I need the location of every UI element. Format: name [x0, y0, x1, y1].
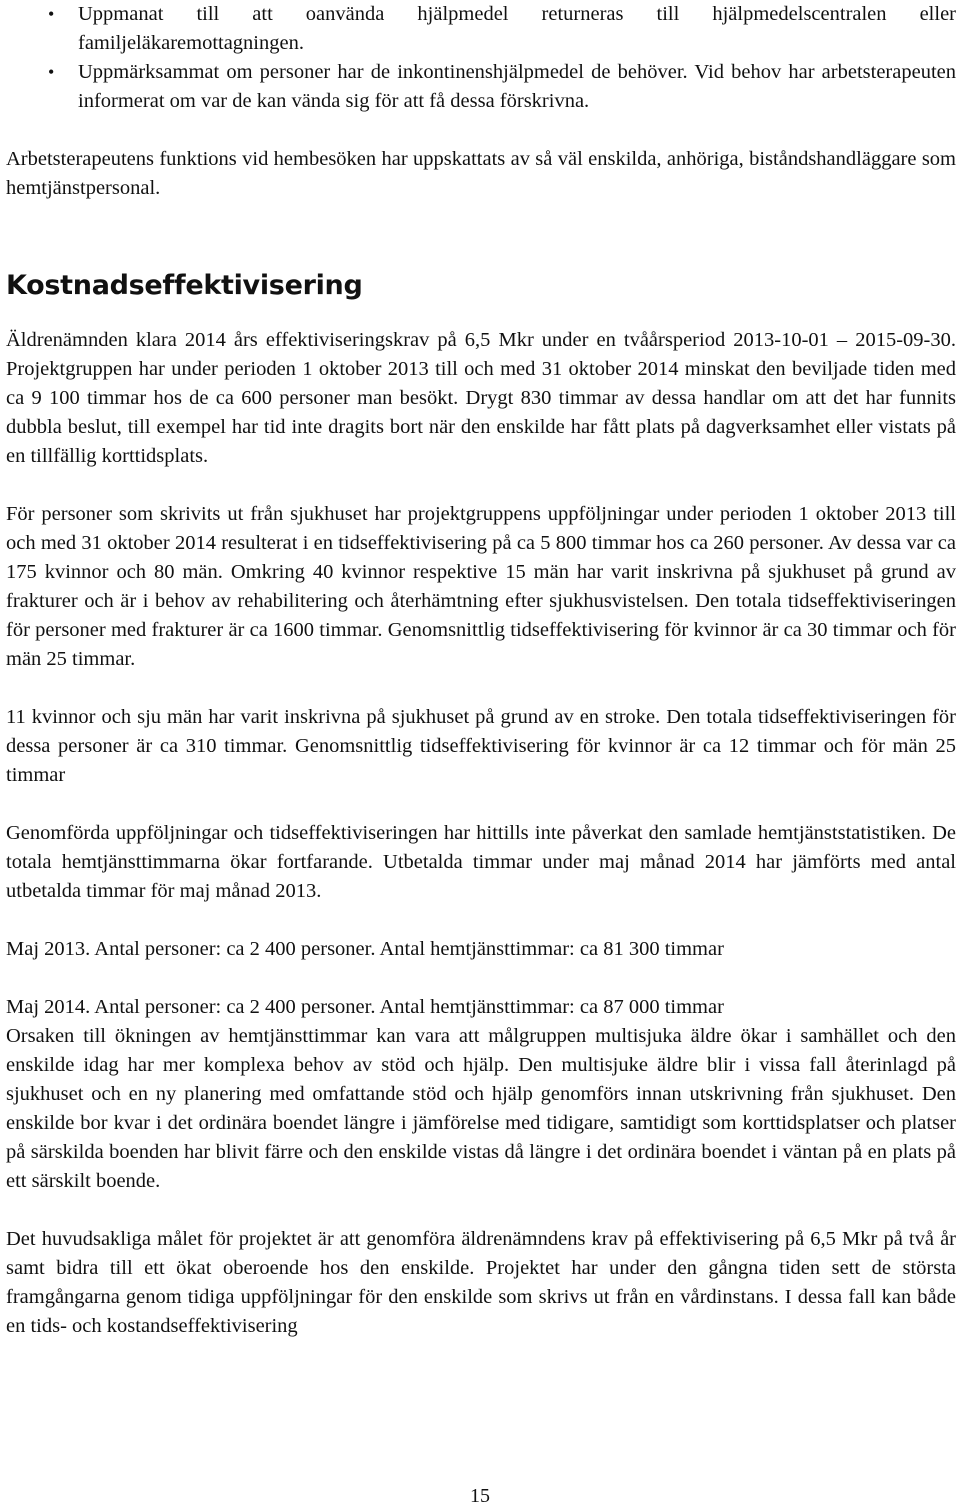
paragraph-orsaken: Orsaken till ökningen av hemtjänsttimmar kan vara att målgruppen multisjuka äldre ökar i samhället och den enskilde idag har mer komplexa behov av stöd och hjälp. Den multisjuke äldre blir i vissa fall återinlagd på sjukhuset och en ny planering med omfattande stöd och hjälp genomförs innan utskrivning från sjukhuset. Den enskilde bor kvar i det ordinära boendet längre i jämförelse med tidigare, samtidigt som korttidsplatser och platser på särskilda boenden har blivit färre och den enskilde vistas då längre i det ordinära boendet i väntan på en plats på ett särskilt boende.: [6, 1025, 956, 1192]
paragraph-statistik: Genomförda uppföljningar och tidseffektiviseringen har hittills inte påverkat den samlade hemtjänststatistiken. De totala hemtjänsttimmarna ökar fortfarande. Utbetalda timmar under maj månad 2014 har jämförts med antal utbetalda timmar för maj månad 2013.: [6, 822, 956, 902]
document-page: [6, 0, 956, 1341]
paragraph-sjukhus: För personer som skrivits ut från sjukhuset har projektgruppens uppföljningar under perioden 1 oktober 2013 till och med 31 oktober 2014 resulterat i en tidseffektivisering på ca 5 800 timmar hos ca 260 personer. Av dessa var ca 175 kvinnor och 80 män. Omkring 40 kvinnor respektive 15 män har varit inskrivna på sjukhuset på grund av frakturer och är i behov av rehabilitering och återhämtning efter sjukhusvistelsen. Den totala tidseffektiviseringen för personer med frakturer är ca 1600 timmar. Genomsnittlig tidseffektivisering för kvinnor är ca 30 timmar och för män 25 timmar.: [6, 503, 956, 670]
paragraph-maj-2013: Maj 2013. Antal personer: ca 2 400 personer. Antal hemtjänsttimmar: ca 81 300 timmar: [6, 938, 724, 960]
bullet-item: • Uppmärksammat om personer har de inkontinenshjälpmedel de behöver. Vid behov har arbetsterapeuten informerat om var de kan vända sig för att få dessa förskrivna.: [6, 58, 956, 116]
bullet-item: • Uppmanat till att oanvända hjälpmedel returneras till hjälpmedelscentralen eller familjeläkaremottagningen.: [6, 0, 956, 58]
paragraph-effektivisering: Äldrenämnden klara 2014 års effektiviseringskrav på 6,5 Mkr under en tvåårsperiod 2013-10-01 – 2015-09-30. Projektgruppen har under perioden 1 oktober 2013 till och med 31 oktober 2014 minskat den beviljade tiden med ca 9 100 timmar hos de ca 600 personer man besökt. Drygt 830 timmar av dessa handlar om att det har funnits dubbla beslut, till exempel har tid inte dragits bort när den enskilde har fått plats på dagverksamhet eller vistats på en tillfällig korttidsplats.: [6, 329, 956, 467]
paragraph-stroke: 11 kvinnor och sju män har varit inskrivna på sjukhuset på grund av en stroke. Den totala tidseffektiviseringen för dessa personer är ca 310 timmar. Genomsnittlig tidseffektivisering för kvinnor är ca 12 timmar och för män 25 timmar: [6, 706, 956, 786]
paragraph-malet: Det huvudsakliga målet för projektet är att genomföra äldrenämndens krav på effektivisering på 6,5 Mkr på två år samt bidra till ett ökat oberoende hos den enskilde. Projektet har under den gångna tiden sett de största framgångarna genom tidiga uppföljningar för den enskilde som skrivs ut från en vårdinstans. I dessa fall kan både en tids- och kostandseffektivisering: [6, 1228, 956, 1337]
page-number: 15: [470, 1485, 490, 1507]
bullet-list: [6, 0, 956, 116]
section-heading: Kostnadseffektivisering: [6, 270, 363, 301]
paragraph-maj-2014: Maj 2014. Antal personer: ca 2 400 personer. Antal hemtjänsttimmar: ca 87 000 timmar: [6, 996, 724, 1018]
paragraph-arbetsterapeut: Arbetsterapeutens funktions vid hembesöken har uppskattats av så väl enskilda, anhöriga, biståndshandläggare som hemtjänstpersonal.: [6, 148, 956, 199]
